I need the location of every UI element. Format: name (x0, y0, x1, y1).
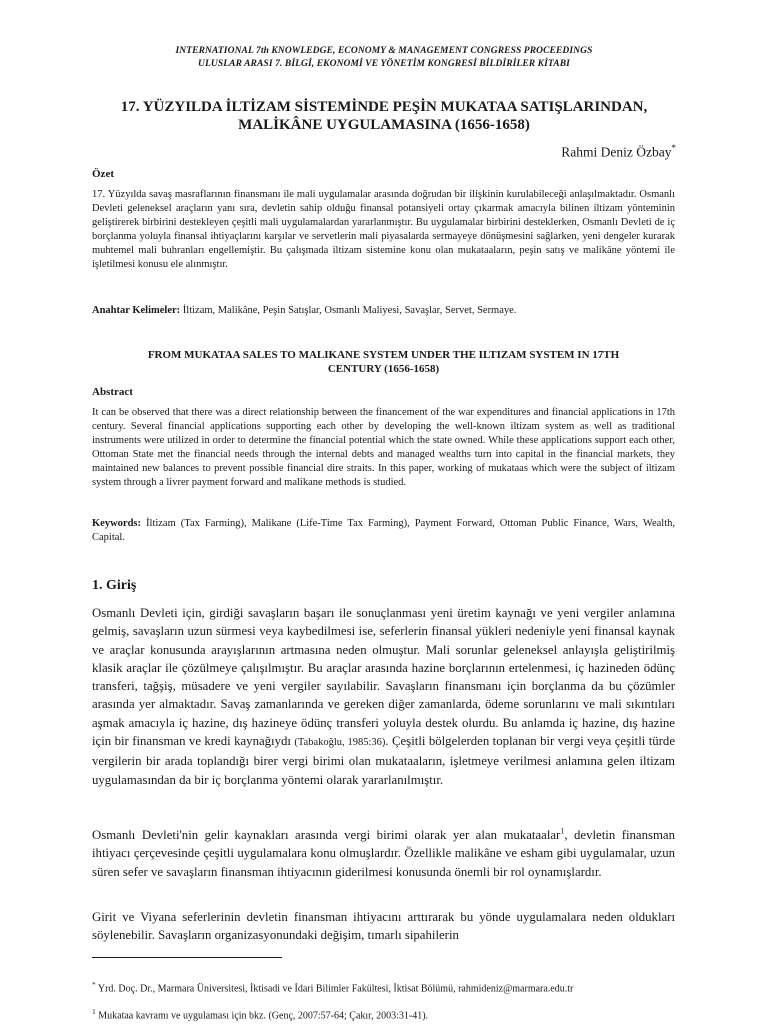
paper-title-line-1: 17. YÜZYILDA İLTİZAM SİSTEMİNDE PEŞİN MUKATAA SATIŞLARINDAN, (120, 99, 648, 115)
keywords-label: Keywords: (92, 518, 141, 529)
abstract-heading: Abstract (92, 386, 133, 398)
footnote-1-text: Mukataa kavramı ve uygulaması için bkz. (Genç, 2007:57-64; Çakır, 2003:31-41). (95, 1010, 429, 1022)
paragraph-1-text-b: . Çeşitli bölgelerden toplanan bir vergi veya çeşitli türde vergilerin bir arada toplandığı birer vergi birimi olan mukataaların, işletmeye verilmesi anlamına gelen iltizam uygulamasından da bir iç borçlanma yöntemi olarak yararlanılmıştır. (92, 734, 675, 787)
keywords (92, 517, 675, 545)
anahtar-kelimeler (92, 304, 675, 318)
footnote-ref-1: 1 (560, 826, 565, 836)
section-1-paragraph-1 (92, 604, 675, 789)
paragraph-1-citation: (Tabakoğlu, 1985:36) (294, 737, 386, 749)
footnote-author-text: Yrd. Doç. Dr., Marmara Üniversitesi, İktisadi ve İdari Bilimler Fakültesi, İktisat Bölümü, rahmideniz@marmara.edu.tr (95, 983, 574, 995)
paragraph-1-text-a: Osmanlı Devleti için, girdiği savaşların başarı ile sonuçlanması yeni üretim kaynağı ve yeni vergiler anlamına gelmiş, savaşların uzun sürmesi veya kaybedilmesi ise, seferlerin finansal yükleri nedeniyle yeni finansal kaynak ve araçlar konusunda arayışlarının artmasına neden olmuştur. Mali sorunlar geleneksel anlayışla geliştirilmiş klasik araçlar ile çözülmeye çalışılmıştır. Bu araçlar arasında hazine borçlarının ertelenmesi, iç hazineden ödünç transferi, tağşiş, müsadere ve yeni vergiler sayılabilir. Savaşların finansmanı için borçlanma da bu çözümler arasında yer almaktadır. Savaş zamanlarında ve gereken diğer zamanlarda, ödeme sorunlarını ve mali sıkıntıları aşmak amacıyla iç hazine, dış hazineye ödünç transferi yoluyla destek olurdu. Bu anlamda iç hazine, dış hazine için bir finansman ve kredi kaynağıydı (92, 606, 675, 749)
english-title-line-2: CENTURY (1656-1658) (327, 363, 440, 375)
keywords-text: İltizam (Tax Farming), Malikane (Life-Time Tax Farming), Payment Forward, Ottoman Public Finance, Wars, Wealth, Capital. (92, 518, 675, 543)
abstract-text: It can be observed that there was a direct relationship between the financement of the war expenditures and financial applications in 17th century. Several financial applications supporting each other by developing the well-known iltizam system as well as traditional instruments were utilized in order to determine the financial potential which the state owned. While these applications support each other, Ottoman State met the financial needs through the internal debts and managed wealths turn into capital in the financial markets, they maintained new balances to prevent possible financial dire straits. In this paper, working of mukataas which were the subject of iltizam system through a livrer payment forward and malikane methods is studied. (92, 407, 675, 488)
paper-title-line-2: MALİKÂNE UYGULAMASINA (1656-1658) (238, 117, 530, 133)
proceedings-header-turkish: ULUSLAR ARASI 7. BİLGİ, EKONOMİ VE YÖNETİM KONGRESİ BİLDİRİLER KİTABI (198, 59, 570, 69)
section-1-heading: 1. Giriş (92, 578, 137, 593)
paragraph-2-text-a: Osmanlı Devleti'nin gelir kaynakları arasında vergi birimi olarak yer alan mukataalar (92, 828, 561, 842)
author-name-text: Rahmi Deniz Özbay (561, 144, 672, 160)
footnote-author (92, 979, 675, 996)
footnote-1 (92, 1006, 675, 1023)
footnote-separator (92, 957, 282, 958)
section-1-paragraph-2 (92, 826, 675, 881)
anahtar-kelimeler-label: Anahtar Kelimeler: (92, 305, 181, 316)
paragraph-2-text-b: , devletin finansman ihtiyacı çerçevesinde çeşitli uygulamalara konu olmuşlardır. Özellikle malikâne ve esham gibi uygulamalar, uzun süren sefer ve savaşların finansman ihtiyacının giderilmesi konusunda önemli bir rol oynamışlardır. (92, 828, 675, 879)
anahtar-kelimeler-text: İltizam, Malikâne, Peşin Satışlar, Osmanlı Maliyesi, Savaşlar, Servet, Sermaye. (180, 305, 517, 316)
section-1-paragraph-3: Girit ve Viyana seferlerinin devletin finansman ihtiyacını arttırarak bu yönde uygulamalara neden oldukları söylenebilir. Savaşların organizasyonundaki değişim, tımarlı sipahilerin (92, 910, 675, 943)
ozet-text: 17. Yüzyılda savaş masraflarının finansmanı ile mali uygulamalar arasında doğrudan bir ilişkinin kurulabileceği anlaşılmaktadır. Osmanlı Devleti geleneksel araçların yanı sıra, devletin sahip olduğu finansal potansiyeli ortay çıkarmak amacıyla bilinen iltizam yönteminin geliştirerek birbirini destekleyen çeşitli mali uygulamalardan yararlanmıştır. Bu uygulamalar birbirini desteklerken, Osmanlı Devleti de iç borçlanma yoluyla finansal ihtiyaçlarını karşılar ve servetlerin mali piyasalarda sermayeye dönüşmesini sağlarken, yeni dengeler kurarak muhtemel mali buhranları engellemiştir. Bu çalışmada iltizam sistemine konu olan mukataaların, peşin satış ve malikâne yöntemi ile işletilmesi konusu ele alınmıştır. (92, 189, 675, 270)
ozet-heading: Özet (92, 168, 114, 180)
author-name (561, 143, 676, 161)
footnote-author-mark: * (92, 980, 96, 989)
english-title-line-1: FROM MUKATAA SALES TO MALIKANE SYSTEM UNDER THE ILTIZAM SYSTEM IN 17TH (147, 349, 620, 361)
proceedings-header-english: INTERNATIONAL 7th KNOWLEDGE, ECONOMY & MANAGEMENT CONGRESS PROCEEDINGS (175, 46, 593, 56)
footnote-1-mark: 1 (92, 1007, 96, 1016)
author-footnote-mark: * (671, 143, 676, 153)
